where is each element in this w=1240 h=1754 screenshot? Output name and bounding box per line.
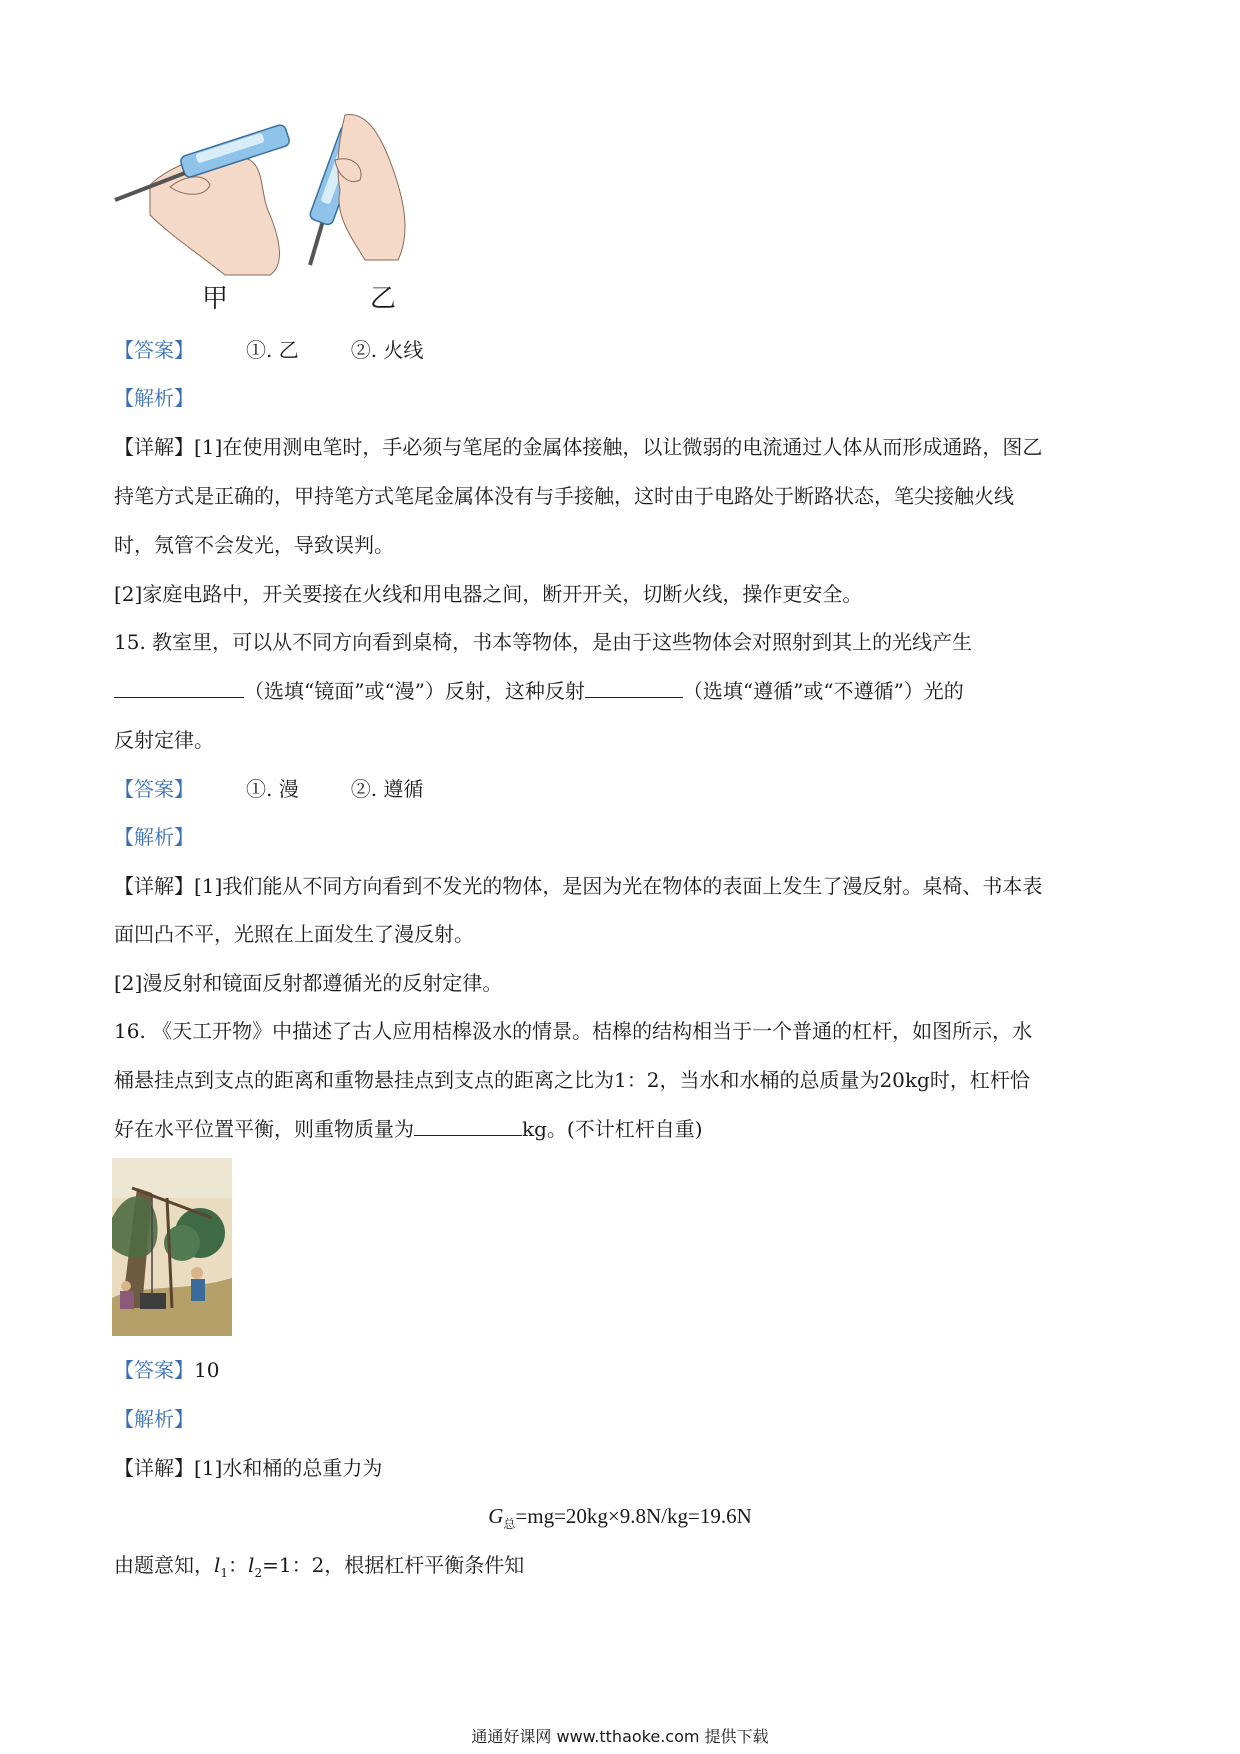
q16-answer-value: 10 <box>194 1358 220 1382</box>
q15-detail-1: 【详解】[1]我们能从不同方向看到不发光的物体，是因为光在物体的表面上发生了漫反射。桌椅、书本表 <box>114 874 1043 898</box>
q15-answer-line <box>114 775 423 803</box>
q16-answer-line <box>114 1356 219 1384</box>
q16-analysis-tag: 【解析】 <box>114 1407 194 1431</box>
q15-answer-2: ②. 遵循 <box>350 777 424 801</box>
answer-tag: 【答案】 <box>114 777 194 801</box>
page-footer: 通通好课网 www.tthaoke.com 提供下载 <box>471 1727 769 1746</box>
figure-label-jia: 甲 <box>202 284 229 314</box>
answer-tag: 【答案】 <box>114 1358 194 1382</box>
q14-answer-1: ①. 乙 <box>246 338 299 362</box>
q16-detail-1: 【详解】[1]水和桶的总重力为 <box>114 1456 383 1480</box>
q14-detail-4: [2]家庭电路中，开关要接在火线和用电器之间，断开开关，切断火线，操作更安全。 <box>114 582 863 606</box>
q16-question-2: 桶悬挂点到支点的距离和重物悬挂点到支点的距离之比为1：2，当水和水桶的总质量为20kg时，杠杆恰 <box>114 1068 1030 1092</box>
hand-yi-icon <box>309 115 405 265</box>
detail-tag: 【详解】 <box>114 874 194 898</box>
detail-tag: 【详解】 <box>114 435 194 459</box>
q14-detail-1: 【详解】[1]在使用测电笔时，手必须与笔尾的金属体接触，以让微弱的电流通过人体从而形成通路，图乙 <box>114 435 1043 459</box>
q15-answer-1: ①. 漫 <box>246 777 299 801</box>
q15-blank-2 <box>585 677 683 698</box>
figure-label-yi: 乙 <box>370 284 397 314</box>
q15-detail-2: 面凹凸不平，光照在上面发生了漫反射。 <box>114 922 474 946</box>
q15-question-2: （选填“镜面”或“漫”）反射，这种反射 （选填“遵循”或“不遵循”）光的 <box>114 677 964 705</box>
q15-blank-1 <box>114 677 244 698</box>
q14-answer-line <box>114 336 423 364</box>
answer-tag: 【答案】 <box>114 338 194 362</box>
q14-answer-2: ②. 火线 <box>350 338 424 362</box>
q15-analysis-tag: 【解析】 <box>114 825 194 849</box>
q16-question-3: 好在水平位置平衡，则重物质量为 kg。(不计杠杆自重) <box>114 1117 703 1141</box>
well-sweep-illustration <box>112 1158 232 1336</box>
q15-question-1: 15. 教室里，可以从不同方向看到桌椅，书本等物体，是由于这些物体会对照射到其上的光线产生 <box>114 630 973 654</box>
q14-analysis-tag: 【解析】 <box>114 386 194 410</box>
q16-conclusion: 由题意知，$l_1$：$l_2=1$：2，根据杠杆平衡条件知 <box>114 1553 525 1580</box>
test-pen-figure <box>110 105 460 310</box>
q15-detail-3: [2]漫反射和镜面反射都遵循光的反射定律。 <box>114 971 503 995</box>
q14-detail-2: 持笔方式是正确的，甲持笔方式笔尾金属体没有与手接触，这时由于电路处于断路状态，笔尖接触火线 <box>114 484 1014 508</box>
gravity-formula: $G_总=mg=20kg\times 9.8N/kg=19.6N$ <box>488 1504 752 1532</box>
q15-question-3: 反射定律。 <box>114 728 214 752</box>
q16-blank <box>414 1115 522 1136</box>
q14-detail-3: 时，氖管不会发光，导致误判。 <box>114 533 394 557</box>
q16-question-1: 16. 《天工开物》中描述了古人应用桔槔汲水的情景。桔槔的结构相当于一个普通的杠杆，如图所示，水 <box>114 1019 1033 1043</box>
hand-jia-icon <box>115 124 291 275</box>
detail-tag: 【详解】 <box>114 1456 194 1480</box>
